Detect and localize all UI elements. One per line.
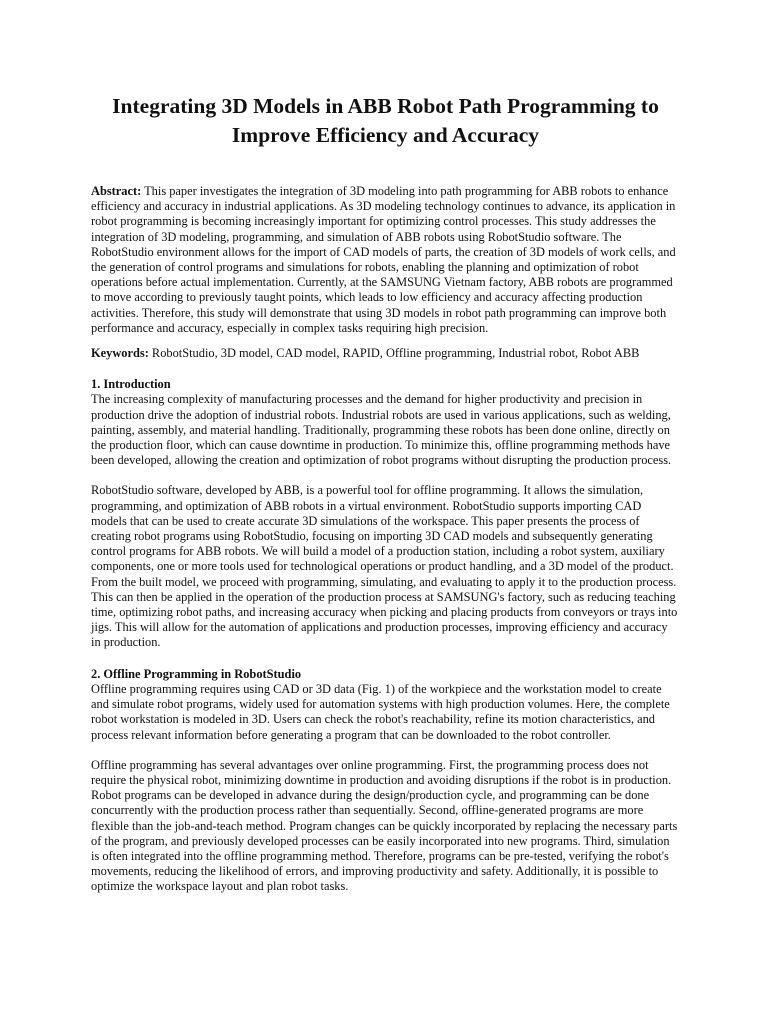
abstract-label: Abstract: [91, 184, 142, 198]
abstract-paragraph [91, 184, 680, 336]
body-paragraph: The increasing complexity of manufacturing processes and the demand for higher productivity and precision in production drive the adoption of industrial robots. Industrial robots are used in various applications, such as welding, painting, assembly, and material handling. Traditionally, programming these robots has been done online, directly on the production floor, which can cause downtime in production. To minimize this, offline programming methods have been developed, allowing the creation and optimization of robot programs without disrupting the production process. [91, 392, 672, 468]
body-paragraph: RobotStudio software, developed by ABB, is a powerful tool for offline programming. It allows the simulation, programming, and optimization of ABB robots in a virtual environment. RobotStudio supports importing CAD models that can be used to create accurate 3D simulations of the workspace. This paper presents the process of creating robot programs using RobotStudio, focusing on importing 3D CAD models and subsequently generating control programs for ABB robots. We will build a model of a production station, including a robot system, auxiliary components, one or more tools used for technological operations or product handling, and a 3D model of the product. From the built model, we proceed with programming, simulating, and evaluating to apply it to the production process. This can then be applied in the operation of the production process at SAMSUNG's factory, such as reducing teaching time, optimizing robot paths, and increasing accuracy when picking and placing products from conveyors or trays into jigs. This will allow for the automation of applications and production processes, improving efficiency and accuracy in production. [91, 483, 678, 650]
keywords-paragraph [91, 346, 680, 361]
section-heading-offline-programming: 2. Offline Programming in RobotStudio [91, 666, 302, 681]
abstract-text: This paper investigates the integration of 3D modeling into path programming for ABB robots to enhance efficiency and accuracy in industrial applications. As 3D modeling technology continues to advance, its application in robot programming is becoming increasingly important for optimizing control processes. This study addresses the integration of 3D modeling, programming, and simulation of ABB robots using RobotStudio software. The RobotStudio environment allows for the import of CAD models of parts, the creation of 3D models of work cells, and the generation of control programs and simulations for robots, enabling the planning and optimization of robot operations before actual implementation. Currently, at the SAMSUNG Vietnam factory, ABB robots are programmed to move according to previously taught points, which leads to low efficiency and accuracy affecting production activities. Therefore, this study will demonstrate that using 3D models in robot path programming can improve both performance and accuracy, especially in complex tasks requiring high precision. [91, 184, 676, 335]
keywords-label: Keywords: [91, 346, 149, 361]
section-heading-introduction: 1. Introduction [91, 377, 171, 392]
body-paragraph: Offline programming has several advantages over online programming. First, the programming process does not require the physical robot, minimizing downtime in production and avoiding disruptions if the robot is in production. Robot programs can be developed in advance during the design/production cycle, and programming can be done concurrently with the production process rather than sequentially. Second, offline-generated programs are more flexible than the job-and-teach method. Program changes can be quickly incorporated by replacing the necessary parts of the program, and previously developed processes can be easily incorporated into new programs. Third, simulation is often integrated into the offline programming method. Therefore, programs can be pre-tested, verifying the robot's movements, reducing the likelihood of errors, and improving productivity and safety. Additionally, it is possible to optimize the workspace layout and plan robot tasks. [91, 757, 678, 894]
keywords-text: RobotStudio, 3D model, CAD model, RAPID, Offline programming, Industrial robot, Robot ABB [148, 346, 640, 361]
body-paragraph: Offline programming requires using CAD or 3D data (Fig. 1) of the workpiece and the workstation model to create and simulate robot programs, widely used for automation systems with high production volumes. Here, the complete robot workstation is modeled in 3D. Users can check the robot's reachability, refine its motion characteristics, and process relevant information before generating a program that can be downloaded to the robot controller. [91, 681, 670, 742]
paper-title: Integrating 3D Models in ABB Robot Path Programming to Improve Efficiency and Accuracy [112, 94, 659, 147]
